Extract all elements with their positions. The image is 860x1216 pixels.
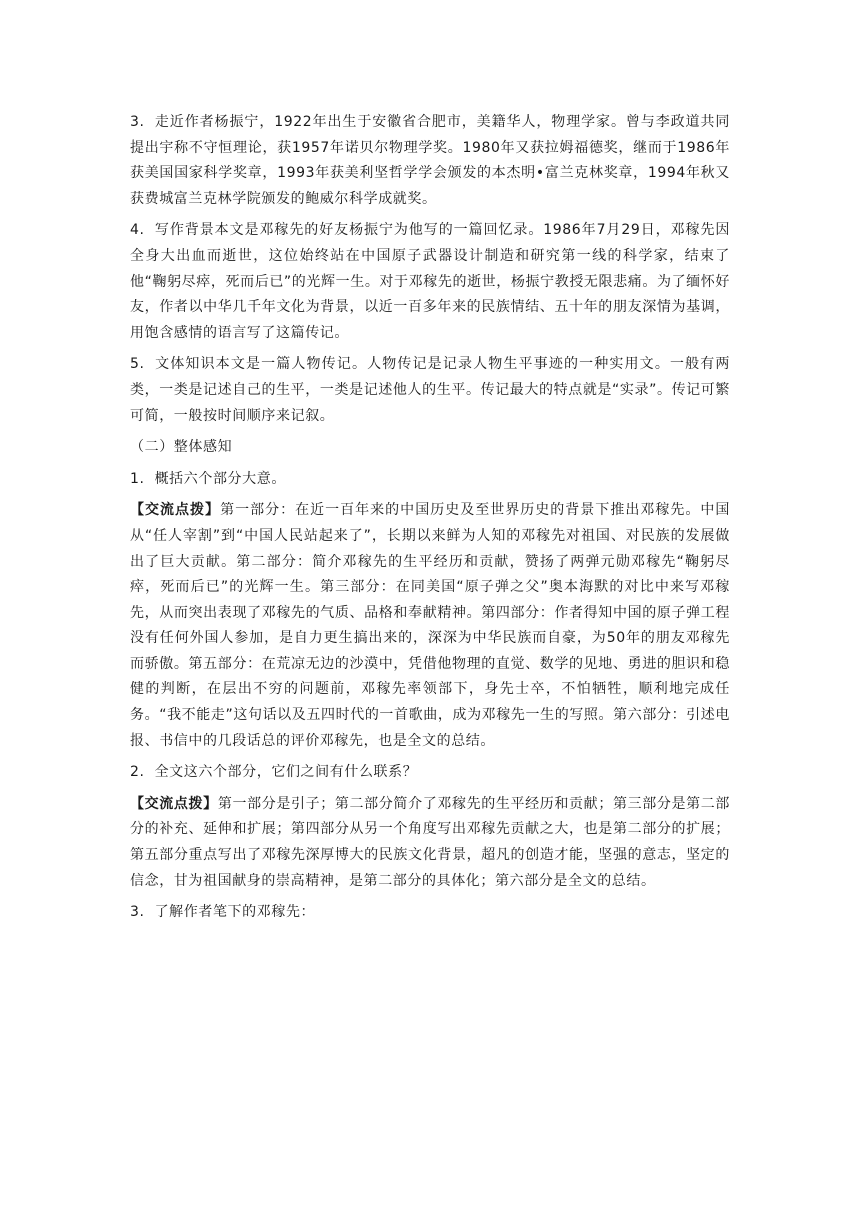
question-2 [130, 760, 730, 786]
answer-2 [130, 792, 730, 894]
paragraph-author [130, 110, 730, 212]
answer-tag: 【交流点拨】 [130, 795, 218, 812]
answer-1 [130, 498, 730, 754]
paragraph-text: 走近作者杨振宁，1922年出生于安徽省合肥市，美籍华人，物理学家。曾与李政道共同提出宇称不守恒理论，获1957年诺贝尔物理学奖。1980年又获拉姆福德奖，继而于1986年获美国国家科学奖章，1993年获美利坚哲学学会颁发的本杰明•富兰克林奖章，1994年秋又获费城富兰克林学院颁发的鲍威尔科学成就奖。 [130, 114, 730, 207]
section-heading: （二）整体感知 [130, 439, 233, 456]
paragraph-text: 文体知识本文是一篇人物传记。人物传记是记录人物生平事迹的一种实用文。一般有两类，一类是记述自己的生平，一类是记述他人的生平。传记最大的特点就是“实录”。传记可繁可简，一般按时间顺序来记叙。 [130, 356, 730, 424]
question-1 [130, 467, 730, 493]
question-text: 了解作者笔下的邓稼先： [154, 904, 316, 921]
answer-tag: 【交流点拨】 [130, 502, 221, 519]
paragraph-number: 5. [130, 356, 145, 373]
paragraph-text: 写作背景本文是邓稼先的好友杨振宁为他写的一篇回忆录。1986年7月29日，邓稼先因全身大出血而逝世，这位始终站在中国原子武器设计制造和研究第一线的科学家，结束了他“鞠躬尽瘁，死而后已”的光辉一生。对于邓稼先的逝世，杨振宁教授无限悲痛。为了缅怀好友，作者以中华几千年文化为背景，以近一百多年来的民族情结、五十年的朋友深情为基调，用饱含感情的语言写了这篇传记。 [130, 222, 730, 341]
question-number: 3. [130, 904, 145, 921]
paragraph-genre [130, 352, 730, 429]
question-text: 概括六个部分大意。 [154, 470, 286, 487]
question-number: 1. [130, 470, 145, 487]
answer-text: 第一部分：在近一百年来的中国历史及至世界历史的背景下推出邓稼先。中国从“任人宰割”到“中国人民站起来了”，长期以来鲜为人知的邓稼先对祖国、对民族的发展做出了巨大贡献。第二部分：简介邓稼先的生平经历和贡献，赞扬了两弹元勋邓稼先“鞠躬尽瘁，死而后已”的光辉一生。第三部分：在同美国“原子弹之父”奥本海默的对比中来写邓稼先，从而突出表现了邓稼先的气质、品格和奉献精神。第四部分：作者得知中国的原子弹工程没有任何外国人参加，是自力更生搞出来的，深深为中华民族而自豪，为50年的朋友邓稼先而骄傲。第五部分：在荒凉无边的沙漠中，凭借他物理的直觉、数学的见地、勇进的胆识和稳健的判断，在层出不穷的问题前，邓稼先率领部下，身先士卒，不怕牺牲，顺利地完成任务。“我不能走”这句话以及五四时代的一首歌曲，成为邓稼先一生的写照。第六部分：引述电报、书信中的几段话总的评价邓稼先，也是全文的总结。 [130, 502, 730, 749]
paragraph-background [130, 218, 730, 346]
paragraph-number: 3. [130, 114, 145, 130]
answer-text: 第一部分是引子；第二部分简介了邓稼先的生平经历和贡献；第三部分是第二部分的补充、延伸和扩展；第四部分从另一个角度写出邓稼先贡献之大，也是第二部分的扩展；第五部分重点写出了邓稼先深厚博大的民族文化背景，超凡的创造才能，坚强的意志，坚定的信念，甘为祖国献身的崇高精神，是第二部分的具体化；第六部分是全文的总结。 [130, 795, 730, 889]
question-text: 全文这六个部分，它们之间有什么联系？ [154, 764, 418, 781]
document-page [130, 110, 730, 932]
question-3 [130, 900, 730, 926]
paragraph-number: 4. [130, 222, 145, 239]
question-number: 2. [130, 764, 145, 781]
